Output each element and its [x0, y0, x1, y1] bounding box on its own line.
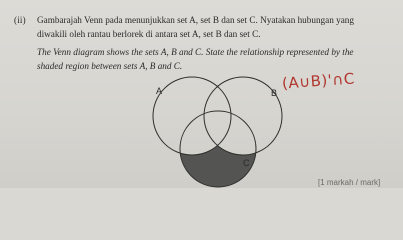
set-b-label: B: [271, 88, 278, 98]
question-text-malay-line-2: diwakili oleh rantau berlorek di antara set A, set B dan set C.: [37, 29, 261, 39]
question-number: (ii): [14, 15, 26, 25]
set-a-label: A: [156, 86, 163, 96]
set-c-label: C: [243, 158, 250, 168]
marks-allocation: [1 markah / mark]: [318, 178, 381, 187]
question-text-english-line-1: The Venn diagram shows the sets A, B and C. State the relationship represented by the: [37, 47, 354, 57]
question-text-english-line-2: shaded region between sets A, B and C.: [37, 61, 183, 71]
question-text-malay-line-1: Gambarajah Venn pada menunjukkan set A, set B dan set C. Nyatakan hubungan yang: [37, 15, 354, 25]
handwritten-answer: (A∪B)'∩C: [281, 69, 356, 93]
